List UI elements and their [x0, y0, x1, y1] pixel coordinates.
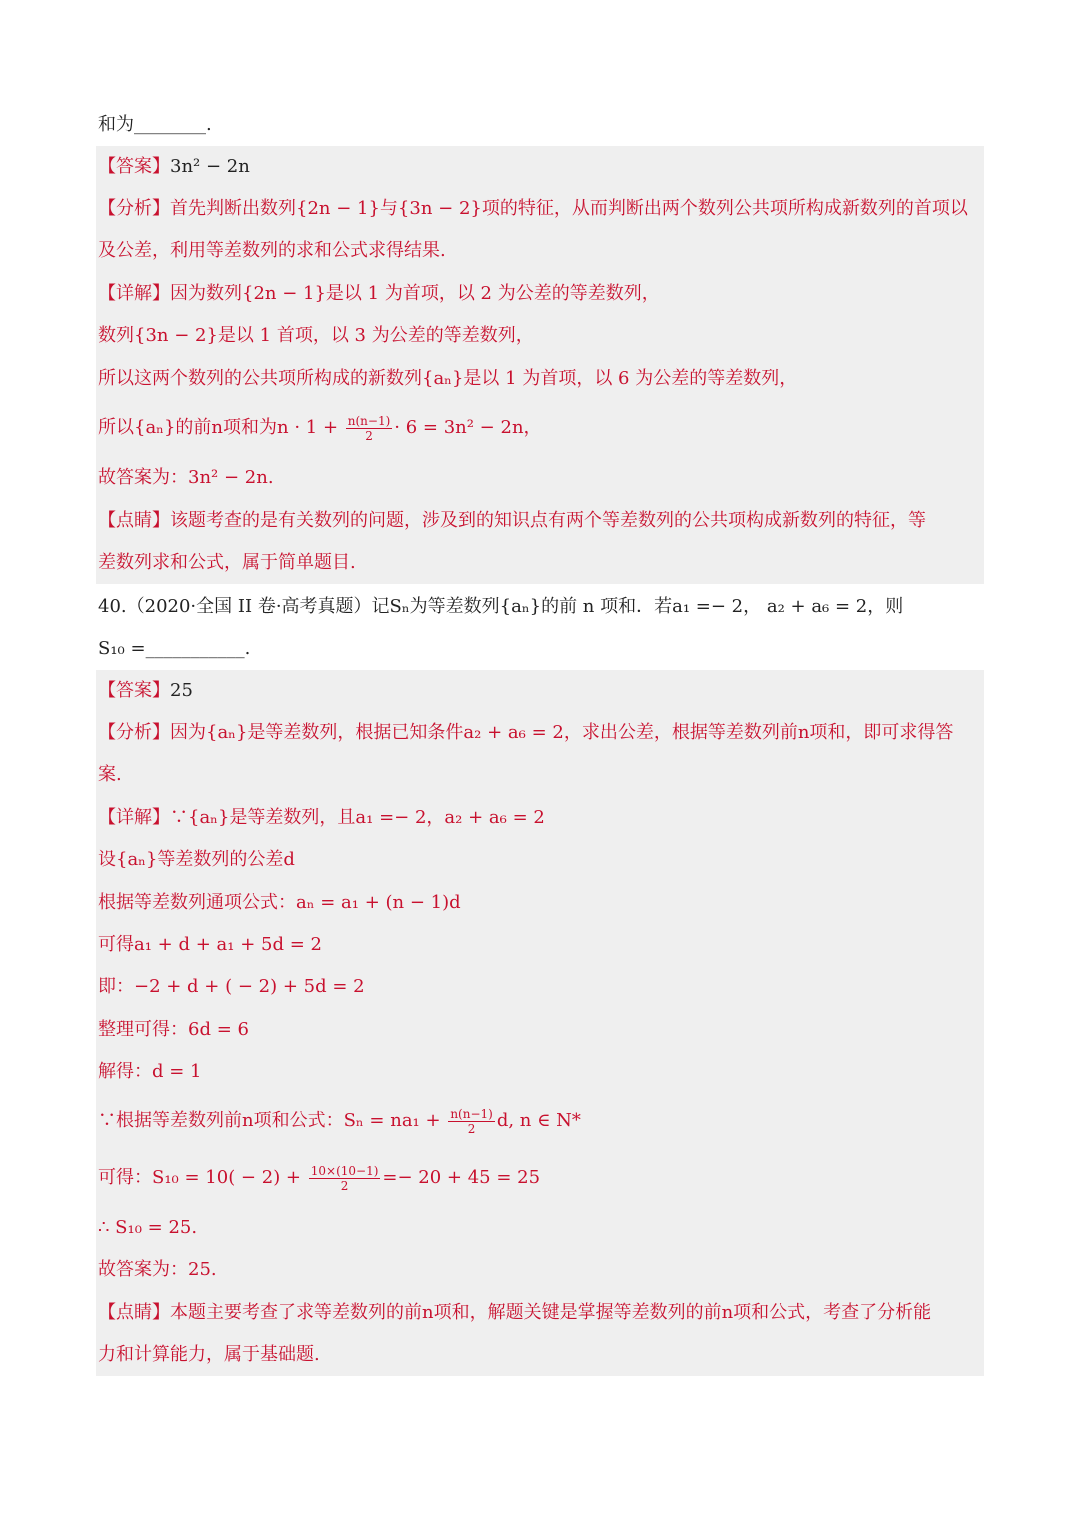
detail-40-line4: 可得a₁ + d + a₁ + 5d = 2 — [98, 934, 322, 955]
detail-39-line1: 【详解】因为数列{2n − 1}是以 1 为首项，以 2 为公差的等差数列， — [98, 283, 660, 304]
detail-40-line8: ∵根据等差数列前n项和公式：Sₙ = na₁ + $\frac{n(n-1)}{2}$ d, n ∈ N* — [98, 1106, 581, 1136]
detail-40-line9: 可得：S₁₀ = 10( − 2) + $\frac{10\times(10-1)}{2}$ =− 20 + 45 = 25 — [98, 1163, 541, 1193]
detail-40-line10: ∴ S₁₀ = 25. — [98, 1217, 198, 1238]
analysis-39-line2: 及公差，利用等差数列的求和公式求得结果. — [98, 240, 446, 261]
detail-40-line3: 根据等差数列通项公式：aₙ = a₁ + (n − 1)d — [98, 892, 461, 913]
answer-40: 【答案】25 — [98, 680, 193, 701]
comment-40-line2: 力和计算能力，属于基础题. — [98, 1344, 320, 1365]
fraction: $\frac{10\times(10-1)}{2}$ — [310, 1163, 379, 1193]
detail-40-line5: 即：−2 + d + ( − 2) + 5d = 2 — [98, 976, 365, 997]
detail-39-line5: 故答案为：3n² − 2n. — [98, 467, 274, 488]
detail-40-line7: 解得：d = 1 — [98, 1061, 202, 1082]
analysis-39-line1: 【分析】首先判断出数列{2n − 1}与{3n − 2}项的特征，从而判断出两个数列公共项所构成新数列的首项以 — [98, 198, 968, 219]
detail-39-line2: 数列{3n − 2}是以 1 首项，以 3 为公差的等差数列， — [98, 325, 534, 346]
answer-39: 【答案】3n² − 2n — [98, 156, 250, 177]
comment-39-line1: 【点睛】该题考查的是有关数列的问题，涉及到的知识点有两个等差数列的公共项构成新数列的特征，等 — [98, 510, 926, 531]
q39-tail: 和为________. — [98, 114, 212, 135]
detail-40-line6: 整理可得：6d = 6 — [98, 1019, 249, 1040]
fraction: $\frac{n(n-1)}{2}$ — [347, 413, 391, 443]
detail-39-line4: 所以{aₙ}的前n项和为n · 1 + $\frac{n(n-1)}{2}$ · 6 = 3n² − 2n， — [98, 413, 542, 443]
comment-40-line1: 【点睛】本题主要考查了求等差数列的前n项和，解题关键是掌握等差数列的前n项和公式，考查了分析能 — [98, 1302, 932, 1323]
fraction: $\frac{n(n-1)}{2}$ — [450, 1106, 493, 1136]
analysis-40-line1: 【分析】因为{aₙ}是等差数列，根据已知条件a₂ + a₆ = 2，求出公差，根据等差数列前n项和，即可求得答 — [98, 722, 954, 743]
question-40-line1: 40.（2020·全国 II 卷·高考真题）记Sₙ为等差数列{aₙ}的前 n 项和．若a₁ =− 2， a₂ + a₆ = 2，则 — [98, 596, 904, 617]
detail-40-line2: 设{aₙ}等差数列的公差d — [98, 849, 295, 870]
question-40-line2: S₁₀ =___________. — [98, 638, 251, 659]
detail-40-line1: 【详解】∵{aₙ}是等差数列，且a₁ =− 2，a₂ + a₆ = 2 — [98, 807, 545, 828]
detail-40-line11: 故答案为：25. — [98, 1259, 217, 1280]
analysis-40-line2: 案. — [98, 764, 122, 785]
comment-39-line2: 差数列求和公式，属于简单题目. — [98, 552, 356, 573]
detail-39-line3: 所以这两个数列的公共项所构成的新数列{aₙ}是以 1 为首项，以 6 为公差的等差数列， — [98, 368, 798, 389]
